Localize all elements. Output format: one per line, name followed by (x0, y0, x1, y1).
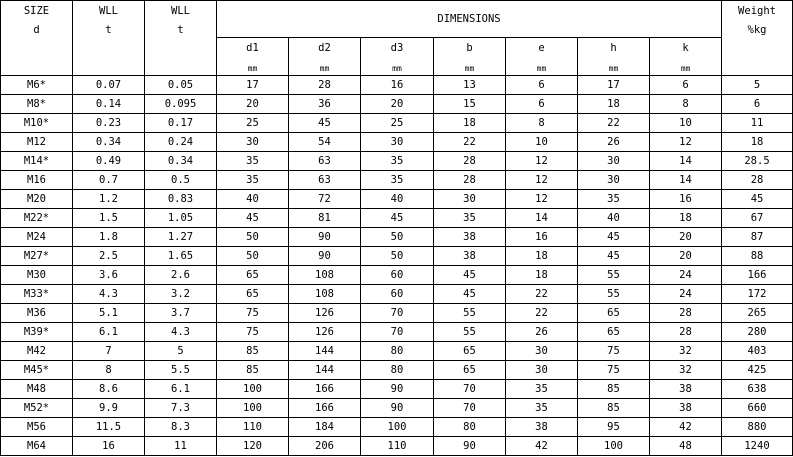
cell-b: 65 (434, 361, 506, 380)
cell-d3: 50 (361, 247, 434, 266)
cell-d3: 50 (361, 228, 434, 247)
cell-wll-2: 0.095 (145, 95, 217, 114)
cell-wll-2: 11 (145, 437, 217, 456)
cell-wll-2: 5 (145, 342, 217, 361)
cell-size: M22* (1, 209, 73, 228)
cell-weight: 6 (722, 95, 793, 114)
cell-h: 65 (578, 323, 650, 342)
cell-size: M24 (1, 228, 73, 247)
cell-k: 42 (650, 418, 722, 437)
cell-e: 30 (506, 361, 578, 380)
dim-label-k: k (682, 41, 689, 54)
cell-k: 38 (650, 380, 722, 399)
cell-weight: 425 (722, 361, 793, 380)
cell-size: M20 (1, 190, 73, 209)
table-row (1, 361, 793, 380)
cell-b: 13 (434, 76, 506, 95)
cell-h: 18 (578, 95, 650, 114)
table-row (1, 266, 793, 285)
cell-b: 55 (434, 323, 506, 342)
cell-size: M12 (1, 133, 73, 152)
cell-h: 40 (578, 209, 650, 228)
cell-b: 38 (434, 247, 506, 266)
cell-d2: 166 (289, 380, 361, 399)
cell-d2: 108 (289, 285, 361, 304)
cell-d2: 206 (289, 437, 361, 456)
cell-wll-1: 9.9 (73, 399, 145, 418)
table-row (1, 380, 793, 399)
cell-weight: 88 (722, 247, 793, 266)
cell-wll-1: 8.6 (73, 380, 145, 399)
cell-weight: 280 (722, 323, 793, 342)
cell-wll-1: 3.6 (73, 266, 145, 285)
cell-e: 12 (506, 171, 578, 190)
cell-d3: 60 (361, 285, 434, 304)
cell-weight: 28 (722, 171, 793, 190)
wll-header-1 (73, 1, 145, 76)
weight-header-label: Weight (738, 5, 776, 17)
cell-h: 45 (578, 228, 650, 247)
dim-unit-d1: mm (247, 63, 258, 73)
cell-weight: 403 (722, 342, 793, 361)
cell-d1: 35 (217, 152, 289, 171)
cell-k: 24 (650, 285, 722, 304)
dim-header-d2 (289, 38, 361, 76)
cell-h: 55 (578, 266, 650, 285)
cell-wll-2: 5.5 (145, 361, 217, 380)
cell-e: 6 (506, 76, 578, 95)
weight-header (722, 1, 793, 76)
cell-e: 35 (506, 380, 578, 399)
cell-e: 18 (506, 247, 578, 266)
cell-d2: 126 (289, 304, 361, 323)
cell-b: 28 (434, 152, 506, 171)
cell-k: 32 (650, 342, 722, 361)
cell-b: 38 (434, 228, 506, 247)
dim-unit-d2: mm (319, 63, 330, 73)
cell-wll-2: 0.83 (145, 190, 217, 209)
cell-wll-2: 8.3 (145, 418, 217, 437)
cell-k: 16 (650, 190, 722, 209)
cell-e: 6 (506, 95, 578, 114)
cell-k: 6 (650, 76, 722, 95)
cell-e: 42 (506, 437, 578, 456)
dim-label-h: h (610, 41, 617, 54)
cell-b: 35 (434, 209, 506, 228)
cell-k: 28 (650, 323, 722, 342)
cell-d1: 100 (217, 399, 289, 418)
cell-wll-2: 1.27 (145, 228, 217, 247)
dim-header-b (434, 38, 506, 76)
cell-weight: 166 (722, 266, 793, 285)
cell-wll-1: 4.3 (73, 285, 145, 304)
cell-d1: 25 (217, 114, 289, 133)
cell-d2: 108 (289, 266, 361, 285)
cell-h: 22 (578, 114, 650, 133)
cell-d3: 45 (361, 209, 434, 228)
dim-header-h (578, 38, 650, 76)
table-row (1, 228, 793, 247)
cell-d3: 80 (361, 361, 434, 380)
cell-d1: 17 (217, 76, 289, 95)
cell-d2: 81 (289, 209, 361, 228)
dim-unit-d3: mm (392, 63, 402, 73)
size-header (1, 1, 73, 76)
cell-b: 22 (434, 133, 506, 152)
cell-d3: 70 (361, 304, 434, 323)
cell-e: 35 (506, 399, 578, 418)
cell-d2: 72 (289, 190, 361, 209)
cell-d1: 65 (217, 285, 289, 304)
cell-wll-2: 0.5 (145, 171, 217, 190)
cell-b: 15 (434, 95, 506, 114)
cell-wll-2: 2.6 (145, 266, 217, 285)
cell-k: 8 (650, 95, 722, 114)
cell-wll-1: 0.7 (73, 171, 145, 190)
table-row (1, 323, 793, 342)
cell-weight: 172 (722, 285, 793, 304)
cell-k: 10 (650, 114, 722, 133)
cell-e: 12 (506, 152, 578, 171)
cell-d1: 30 (217, 133, 289, 152)
dim-label-e: e (538, 41, 545, 54)
cell-d3: 90 (361, 399, 434, 418)
dimensions-header: DIMENSIONS (217, 1, 722, 38)
cell-d1: 35 (217, 171, 289, 190)
cell-b: 18 (434, 114, 506, 133)
dim-label-d3: d3 (390, 41, 404, 54)
cell-wll-2: 1.65 (145, 247, 217, 266)
cell-h: 30 (578, 171, 650, 190)
cell-k: 48 (650, 437, 722, 456)
cell-size: M52* (1, 399, 73, 418)
cell-e: 18 (506, 266, 578, 285)
cell-e: 10 (506, 133, 578, 152)
cell-wll-1: 2.5 (73, 247, 145, 266)
cell-d1: 40 (217, 190, 289, 209)
dim-header-d1 (217, 38, 289, 76)
cell-size: M14* (1, 152, 73, 171)
cell-k: 12 (650, 133, 722, 152)
cell-k: 14 (650, 152, 722, 171)
cell-weight: 87 (722, 228, 793, 247)
cell-k: 20 (650, 228, 722, 247)
table-row (1, 95, 793, 114)
cell-size: M36 (1, 304, 73, 323)
cell-size: M64 (1, 437, 73, 456)
cell-weight: 660 (722, 399, 793, 418)
cell-weight: 1240 (722, 437, 793, 456)
table-row (1, 247, 793, 266)
table-row (1, 114, 793, 133)
cell-d2: 63 (289, 152, 361, 171)
cell-d2: 54 (289, 133, 361, 152)
dim-header-d3 (361, 38, 434, 76)
cell-wll-1: 1.8 (73, 228, 145, 247)
cell-b: 90 (434, 437, 506, 456)
size-header-sub: d (33, 24, 40, 36)
cell-d1: 20 (217, 95, 289, 114)
cell-b: 70 (434, 380, 506, 399)
cell-wll-2: 0.34 (145, 152, 217, 171)
cell-weight: 28.5 (722, 152, 793, 171)
cell-d1: 65 (217, 266, 289, 285)
cell-size: M33* (1, 285, 73, 304)
cell-d2: 28 (289, 76, 361, 95)
table-row (1, 437, 793, 456)
dim-unit-h: mm (608, 63, 619, 73)
cell-e: 30 (506, 342, 578, 361)
cell-wll-1: 8 (73, 361, 145, 380)
cell-size: M6* (1, 76, 73, 95)
cell-d1: 110 (217, 418, 289, 437)
cell-wll-1: 0.49 (73, 152, 145, 171)
dim-label-d1: d1 (246, 41, 259, 54)
cell-weight: 18 (722, 133, 793, 152)
cell-k: 32 (650, 361, 722, 380)
cell-e: 26 (506, 323, 578, 342)
cell-size: M39* (1, 323, 73, 342)
cell-weight: 45 (722, 190, 793, 209)
table-row (1, 418, 793, 437)
cell-d1: 120 (217, 437, 289, 456)
dim-unit-b: mm (464, 63, 475, 73)
dim-header-e (506, 38, 578, 76)
cell-e: 8 (506, 114, 578, 133)
cell-b: 70 (434, 399, 506, 418)
cell-h: 75 (578, 342, 650, 361)
cell-d1: 50 (217, 247, 289, 266)
wll-header-2-label: WLL (171, 5, 190, 17)
cell-size: M45* (1, 361, 73, 380)
cell-e: 38 (506, 418, 578, 437)
cell-wll-1: 0.34 (73, 133, 145, 152)
cell-size: M27* (1, 247, 73, 266)
cell-e: 22 (506, 304, 578, 323)
cell-d3: 35 (361, 171, 434, 190)
cell-weight: 5 (722, 76, 793, 95)
cell-wll-2: 7.3 (145, 399, 217, 418)
cell-d3: 90 (361, 380, 434, 399)
cell-size: M8* (1, 95, 73, 114)
cell-d2: 45 (289, 114, 361, 133)
cell-wll-2: 3.7 (145, 304, 217, 323)
cell-d3: 80 (361, 342, 434, 361)
wll-header-1-label: WLL (99, 5, 118, 17)
cell-wll-1: 11.5 (73, 418, 145, 437)
cell-wll-1: 0.23 (73, 114, 145, 133)
cell-k: 24 (650, 266, 722, 285)
cell-d2: 144 (289, 361, 361, 380)
cell-b: 30 (434, 190, 506, 209)
cell-size: M56 (1, 418, 73, 437)
cell-d3: 110 (361, 437, 434, 456)
cell-k: 20 (650, 247, 722, 266)
dim-label-d2: d2 (318, 41, 331, 54)
cell-wll-1: 0.14 (73, 95, 145, 114)
cell-wll-2: 0.24 (145, 133, 217, 152)
cell-h: 35 (578, 190, 650, 209)
cell-d3: 30 (361, 133, 434, 152)
cell-d3: 100 (361, 418, 434, 437)
cell-d2: 36 (289, 95, 361, 114)
cell-d1: 75 (217, 323, 289, 342)
cell-weight: 880 (722, 418, 793, 437)
cell-h: 65 (578, 304, 650, 323)
cell-b: 65 (434, 342, 506, 361)
cell-b: 45 (434, 266, 506, 285)
cell-wll-2: 0.17 (145, 114, 217, 133)
cell-size: M30 (1, 266, 73, 285)
dim-unit-k: mm (680, 63, 691, 73)
cell-k: 14 (650, 171, 722, 190)
cell-d2: 63 (289, 171, 361, 190)
cell-wll-2: 4.3 (145, 323, 217, 342)
cell-wll-1: 1.5 (73, 209, 145, 228)
cell-d3: 20 (361, 95, 434, 114)
cell-d3: 35 (361, 152, 434, 171)
size-header-label: SIZE (23, 5, 50, 17)
spec-table-body (1, 76, 793, 456)
cell-d2: 90 (289, 247, 361, 266)
cell-size: M16 (1, 171, 73, 190)
cell-e: 12 (506, 190, 578, 209)
cell-wll-2: 1.05 (145, 209, 217, 228)
cell-d2: 90 (289, 228, 361, 247)
cell-b: 55 (434, 304, 506, 323)
cell-k: 38 (650, 399, 722, 418)
cell-wll-1: 6.1 (73, 323, 145, 342)
wll-header-1-sub: t (105, 24, 112, 36)
cell-wll-1: 1.2 (73, 190, 145, 209)
table-row (1, 342, 793, 361)
cell-wll-1: 0.07 (73, 76, 145, 95)
weight-header-sub: %kg (747, 24, 767, 36)
cell-h: 75 (578, 361, 650, 380)
cell-d1: 100 (217, 380, 289, 399)
table-row (1, 190, 793, 209)
table-row (1, 399, 793, 418)
cell-d1: 85 (217, 361, 289, 380)
cell-b: 80 (434, 418, 506, 437)
cell-wll-2: 3.2 (145, 285, 217, 304)
cell-wll-2: 6.1 (145, 380, 217, 399)
cell-size: M10* (1, 114, 73, 133)
cell-k: 18 (650, 209, 722, 228)
cell-wll-2: 0.05 (145, 76, 217, 95)
cell-d2: 126 (289, 323, 361, 342)
table-row (1, 152, 793, 171)
cell-d1: 85 (217, 342, 289, 361)
cell-h: 85 (578, 399, 650, 418)
table-row (1, 209, 793, 228)
cell-d2: 144 (289, 342, 361, 361)
cell-b: 28 (434, 171, 506, 190)
table-row (1, 171, 793, 190)
cell-d3: 60 (361, 266, 434, 285)
cell-h: 26 (578, 133, 650, 152)
cell-d1: 50 (217, 228, 289, 247)
dim-header-k (650, 38, 722, 76)
cell-wll-1: 16 (73, 437, 145, 456)
table-row (1, 76, 793, 95)
cell-size: M48 (1, 380, 73, 399)
cell-d1: 45 (217, 209, 289, 228)
cell-weight: 638 (722, 380, 793, 399)
cell-e: 22 (506, 285, 578, 304)
cell-h: 45 (578, 247, 650, 266)
cell-size: M42 (1, 342, 73, 361)
cell-k: 28 (650, 304, 722, 323)
cell-h: 30 (578, 152, 650, 171)
cell-d3: 40 (361, 190, 434, 209)
cell-wll-1: 5.1 (73, 304, 145, 323)
cell-weight: 265 (722, 304, 793, 323)
cell-h: 55 (578, 285, 650, 304)
cell-e: 16 (506, 228, 578, 247)
cell-h: 100 (578, 437, 650, 456)
cell-weight: 11 (722, 114, 793, 133)
wll-header-2-sub: t (177, 24, 184, 36)
dim-unit-e: mm (536, 63, 547, 73)
cell-b: 45 (434, 285, 506, 304)
cell-weight: 67 (722, 209, 793, 228)
dim-label-b: b (466, 41, 473, 54)
cell-h: 95 (578, 418, 650, 437)
wll-header-2 (145, 1, 217, 76)
cell-d3: 70 (361, 323, 434, 342)
cell-d1: 75 (217, 304, 289, 323)
table-row (1, 304, 793, 323)
cell-d2: 166 (289, 399, 361, 418)
cell-d3: 25 (361, 114, 434, 133)
table-row (1, 133, 793, 152)
cell-wll-1: 7 (73, 342, 145, 361)
cell-d2: 184 (289, 418, 361, 437)
cell-h: 85 (578, 380, 650, 399)
cell-d3: 16 (361, 76, 434, 95)
cell-e: 14 (506, 209, 578, 228)
cell-h: 17 (578, 76, 650, 95)
table-row (1, 285, 793, 304)
